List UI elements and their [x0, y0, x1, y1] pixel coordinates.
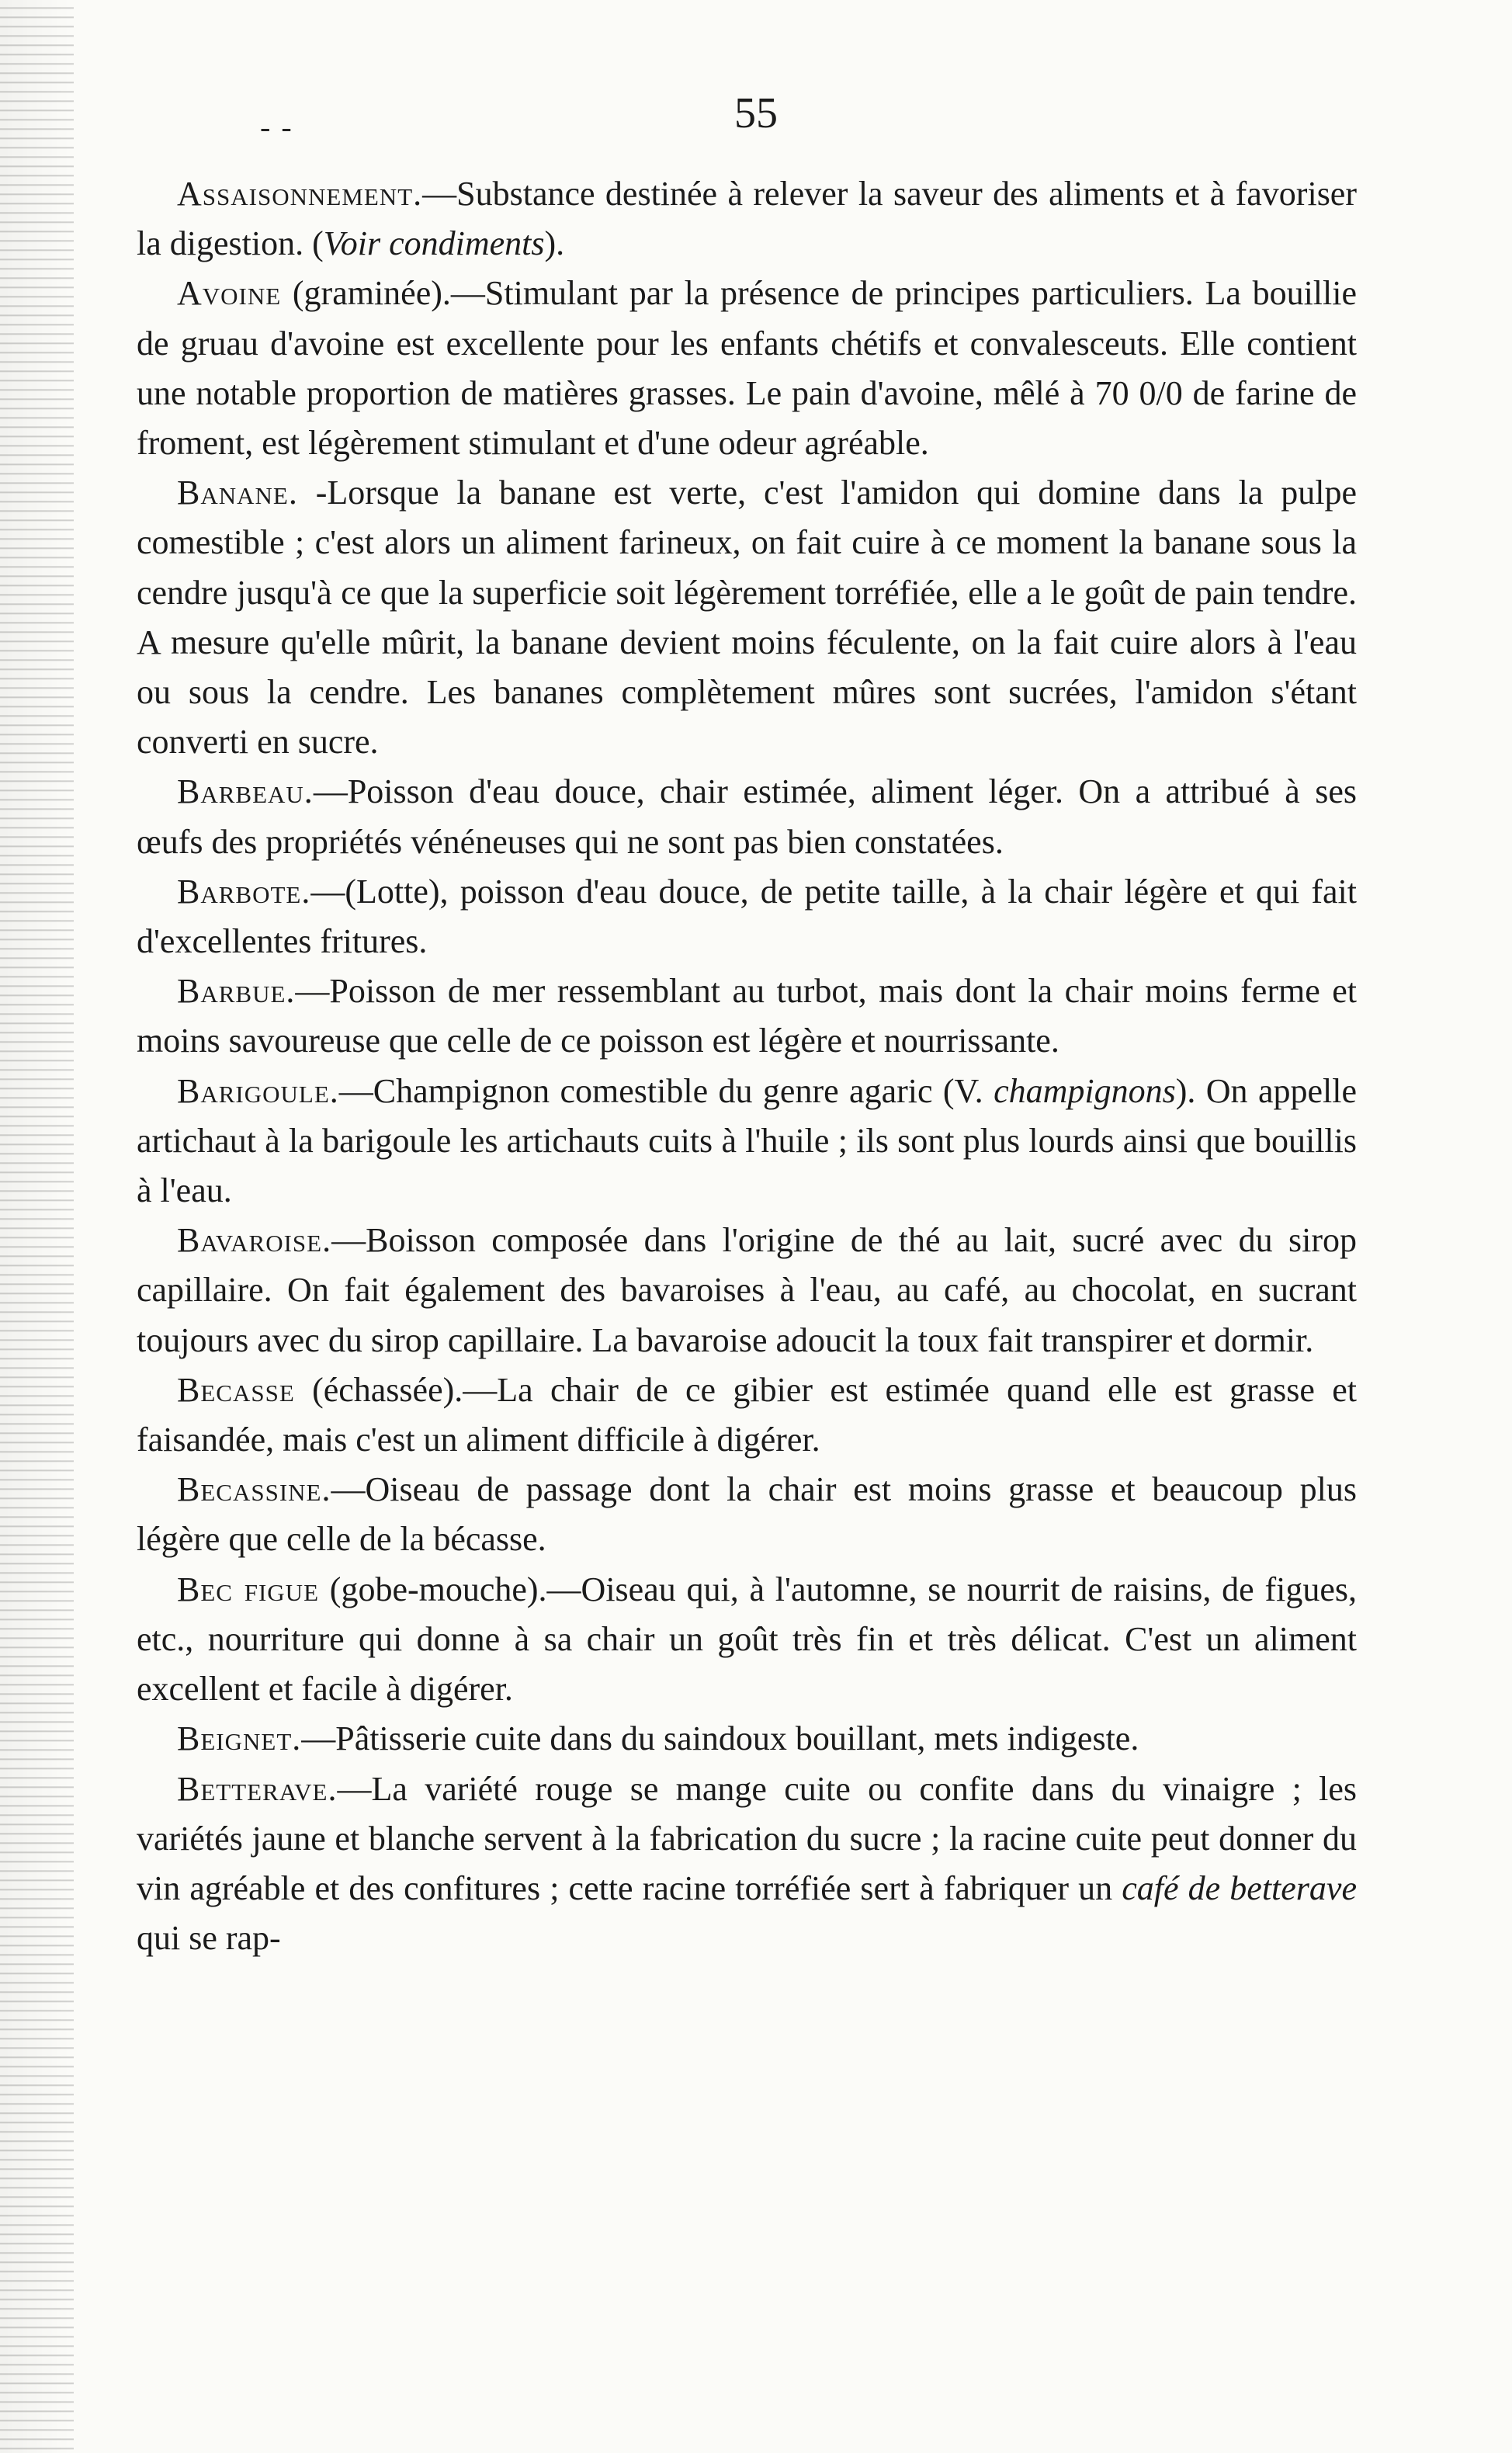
entry-definition: —Substance destinée à relever la saveur des aliments et à favoriser la digestion. ( — [137, 175, 1357, 263]
entry-term: Barbue. — [177, 972, 296, 1011]
entry-term: Barbeau. — [177, 772, 314, 811]
entry-bec-figue — [137, 1565, 1357, 1715]
entry-definition: (échassée).—La chair de ce gibier est estimée quand elle est grasse et faisandée, mais c'est un aliment difficile à digérer. — [137, 1370, 1357, 1459]
entry-definition: (graminée).—Stimulant par la présence de principes particuliers. La bouillie de gruau d'avoine est excellente pour les enfants chétifs et convalesceuts. Elle contient une notable proportion de matières grasses. Le pain d'avoine, mêlé à 70 0/0 de farine de froment, est légèrement stimulant et d'une odeur agréable. — [137, 274, 1357, 463]
entry-definition: —(Lotte), poisson d'eau douce, de petite taille, à la chair légère et qui fait d'excellentes fritures. — [137, 872, 1357, 961]
entry-term: Barbote. — [177, 872, 311, 911]
entry-term: Bavaroise. — [177, 1221, 332, 1260]
entry-term: Bec figue — [177, 1570, 320, 1608]
entry-definition: —La variété rouge se mange cuite ou confite dans du vinaigre ; les variétés jaune et blanche servent à la fabrication du sucre ; la racine cuite peut donner du vin agréable et des confitures ; cette racine torréfiée sert à fabriquer un — [137, 1769, 1357, 1907]
entry-term: Banane. — [177, 474, 298, 512]
entry-definition: —Poisson d'eau douce, chair estimée, aliment léger. On a attribué à ses œufs des propriétés vénéneuses qui ne sont pas bien constatées. — [137, 772, 1357, 861]
entry-barigoule — [137, 1067, 1357, 1216]
entry-term: Assaisonnement. — [177, 175, 423, 213]
entry-barbue — [137, 966, 1357, 1066]
entry-definition: —Poisson de mer ressemblant au turbot, mais dont la chair moins ferme et moins savoureuse que celle de ce poisson est légère et nourrissante. — [137, 972, 1357, 1060]
entry-avoine — [137, 269, 1357, 468]
page-number: 55 — [734, 89, 778, 137]
entry-definition: qui se rap- — [137, 1919, 281, 1958]
entry-term: Barigoule. — [177, 1071, 339, 1110]
entry-bavaroise — [137, 1216, 1357, 1365]
entry-becasse — [137, 1365, 1357, 1465]
entry-assaisonnement — [137, 169, 1357, 269]
entry-definition: (gobe-mouche).—Oiseau qui, à l'automne, se nourrit de raisins, de figues, etc., nourriture qui donne à sa chair un goût très fin et très délicat. C'est un aliment excellent et facile à digérer. — [137, 1570, 1357, 1709]
entry-barbeau — [137, 767, 1357, 866]
entry-definition: ). On appelle artichaut à la barigoule les artichauts cuits à l'huile ; ils sont plus lourds ainsi que bouillis à l'eau. — [137, 1071, 1357, 1210]
entry-term: Beignet. — [177, 1719, 302, 1758]
entry-definition: —Boisson composée dans l'origine de thé au lait, sucré avec du sirop capillaire. On fait également des bavaroises à l'eau, au café, au chocolat, en sucrant toujours avec du sirop capillaire. La bavaroise adoucit la toux fait transpirer et dormir. — [137, 1221, 1357, 1359]
entry-italic: Voir condiments — [323, 224, 545, 263]
entry-banane — [137, 468, 1357, 767]
entry-italic: champignons — [994, 1071, 1176, 1110]
scan-margin-artifacts — [0, 0, 74, 2453]
entry-term: Betterave. — [177, 1769, 338, 1808]
entry-becassine — [137, 1465, 1357, 1564]
header-marks: - - — [260, 109, 293, 144]
entry-definition: —Champignon comestible du genre agaric (V. — [338, 1071, 994, 1110]
dictionary-text — [137, 169, 1357, 2389]
entry-beignet — [137, 1714, 1357, 1764]
entry-betterave — [137, 1764, 1357, 1964]
entry-term: Avoine — [177, 274, 282, 313]
entry-definition: —Oiseau de passage dont la chair est moins grasse et beaucoup plus légère que celle de la bécasse. — [137, 1470, 1357, 1559]
entry-term: Becasse — [177, 1370, 295, 1409]
entry-barbote — [137, 867, 1357, 966]
entry-term: Becassine. — [177, 1470, 331, 1509]
entry-definition: —Pâtisserie cuite dans du saindoux bouillant, mets indigeste. — [301, 1719, 1139, 1758]
entry-definition: ). — [544, 224, 565, 263]
entry-definition: -Lorsque la banane est verte, c'est l'amidon qui domine dans la pulpe comestible ; c'est alors un aliment farineux, on fait cuire à ce moment la banane sous la cendre jusqu'à ce que la superficie soit légèrement torréfiée, elle a le goût de pain tendre. A mesure qu'elle mûrit, la banane devient moins féculente, on la fait cuire alors à l'eau ou sous la cendre. Les bananes complètement mûres sont sucrées, l'amidon s'étant converti en sucre. — [137, 474, 1357, 762]
entry-italic: café de betterave — [1122, 1868, 1357, 1907]
